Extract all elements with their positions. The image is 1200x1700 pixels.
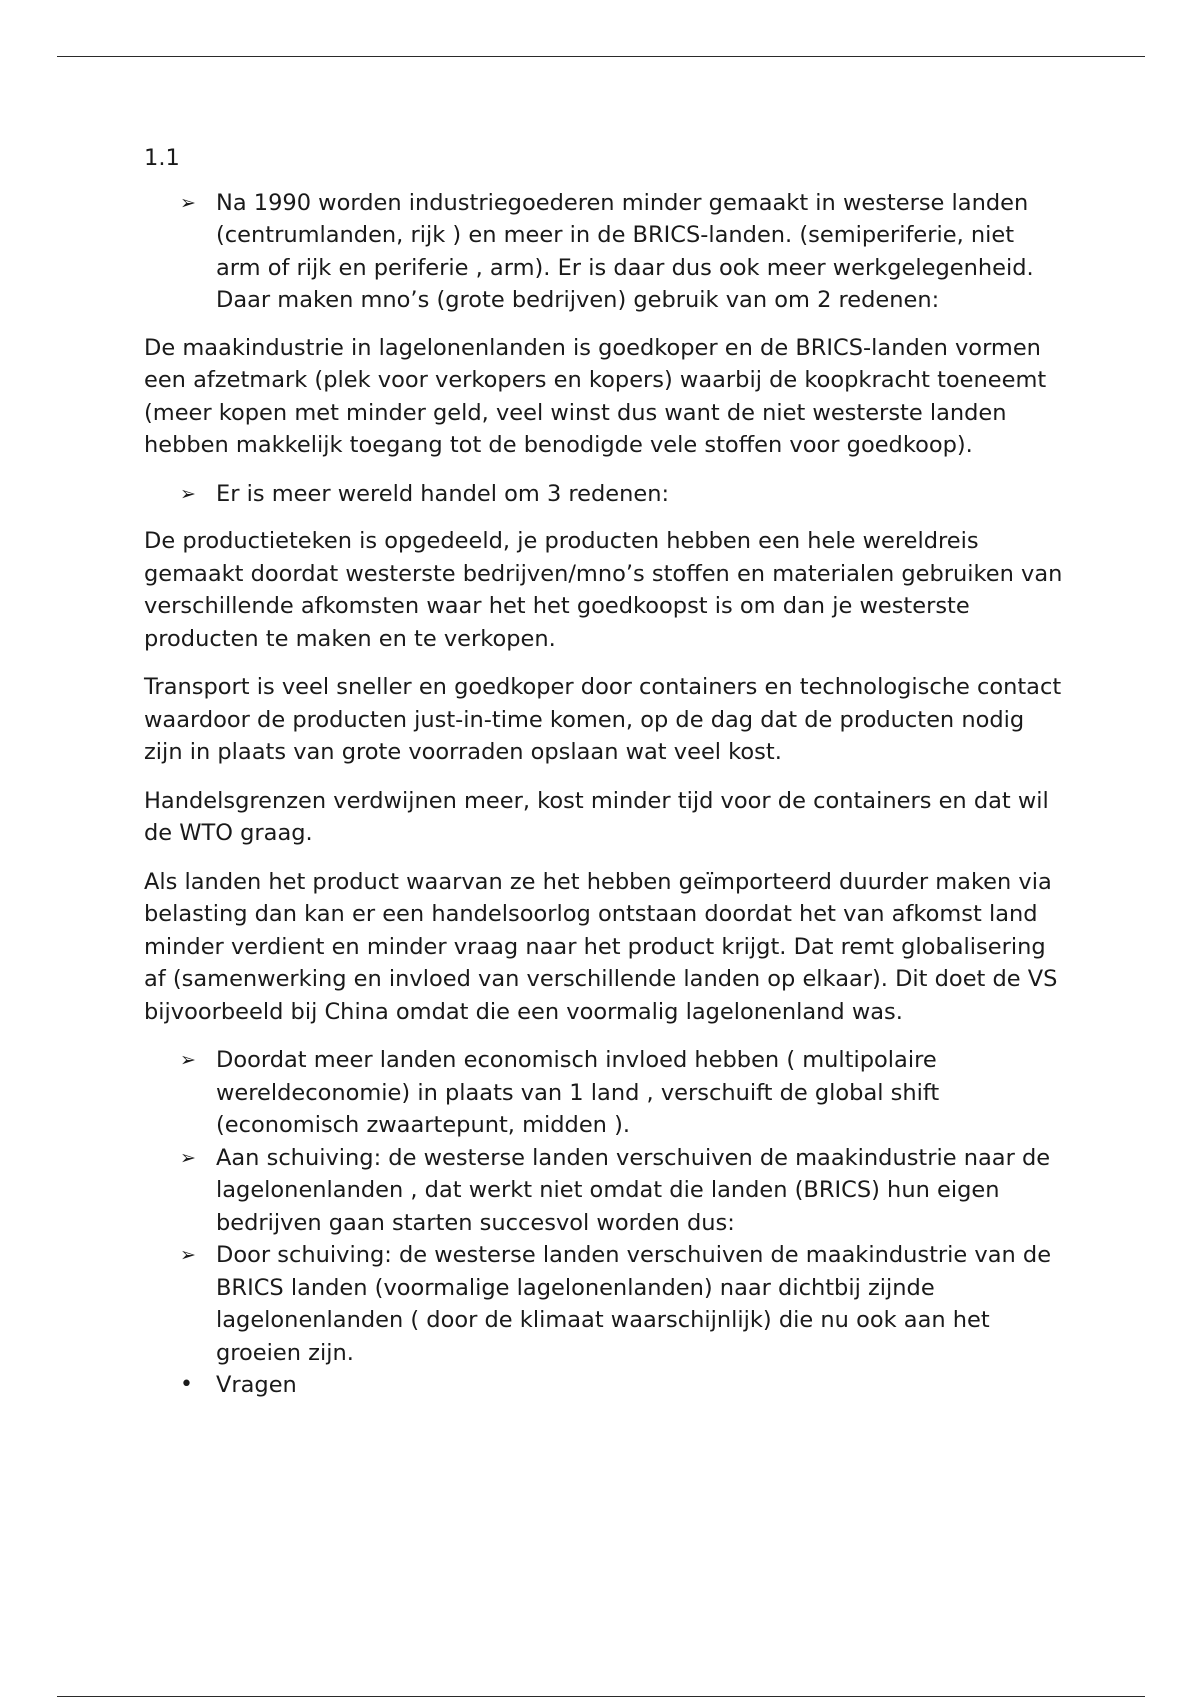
document-body bbox=[144, 142, 1064, 1417]
arrow-bullet-icon: ➢ bbox=[180, 191, 196, 214]
bullet-list-1 bbox=[144, 187, 1064, 317]
list-item bbox=[144, 1044, 1064, 1142]
paragraph: Als landen het product waarvan ze het hebben geïmporteerd duurder maken via belasting dan kan er een handelsoorlog ontstaan doordat het van afkomst land minder verdient en minder vraag naar het product krijgt. Dat remt globalisering af (samenwerking en invloed van verschillende landen op elkaar). Dit doet de VS bijvoorbeeld bij China omdat die een voormalig lagelonenland was. bbox=[144, 868, 1058, 1025]
paragraph: Handelsgrenzen verdwijnen meer, kost minder tijd voor de containers en dat wil de WTO graag. bbox=[144, 787, 1049, 846]
footer-rule bbox=[57, 1696, 1145, 1697]
header-rule bbox=[57, 56, 1145, 57]
list-item-text: Er is meer wereld handel om 3 redenen: bbox=[216, 480, 670, 507]
section-heading: 1.1 bbox=[144, 145, 180, 171]
bullet-list-3 bbox=[144, 1044, 1064, 1402]
arrow-bullet-icon: ➢ bbox=[180, 482, 196, 505]
list-item bbox=[144, 1239, 1064, 1369]
dot-bullet-icon: • bbox=[180, 1372, 193, 1397]
paragraph: Transport is veel sneller en goedkoper door containers en technologische contact waardoor de producten just-in-time komen, op de dag dat de producten nodig zijn in plaats van grote voorraden opslaan wat veel kost. bbox=[144, 674, 1062, 765]
paragraph: De maakindustrie in lagelonenlanden is goedkoper en de BRICS-landen vormen een afzetmark (plek voor verkopers en kopers) waarbij de koopkracht toeneemt (meer kopen met minder geld, veel winst dus want de niet westerste landen hebben makkelijk toegang tot de benodigde vele stoffen voor goedkoop). bbox=[144, 334, 1047, 458]
arrow-bullet-icon: ➢ bbox=[180, 1244, 196, 1266]
list-item-text: Doordat meer landen economisch invloed hebben ( multipolaire wereldeconomie) in plaats van 1 land , verschuift de global shift (economisch zwaartepunt, midden ). bbox=[216, 1047, 940, 1138]
list-item-text: Vragen bbox=[216, 1372, 297, 1398]
arrow-bullet-icon: ➢ bbox=[180, 1049, 196, 1071]
list-item bbox=[144, 478, 1064, 511]
list-item bbox=[144, 187, 1064, 317]
bullet-list-2 bbox=[144, 478, 1064, 511]
arrow-bullet-icon: ➢ bbox=[180, 1146, 196, 1169]
list-item-text: Na 1990 worden industriegoederen minder gemaakt in westerse landen (centrumlanden, rijk ) en meer in de BRICS-landen. (semiperiferie, niet arm of rijk en periferie , arm). Er is daar dus ook meer werkgelegenheid. Daar maken mno’s (grote bedrijven) gebruik van om 2 redenen: bbox=[216, 189, 1034, 313]
list-item-text: Aan schuiving: de westerse landen verschuiven de maakindustrie naar de lagelonenlanden , dat werkt niet omdat die landen (BRICS) hun eigen bedrijven gaan starten succesvol worden dus: bbox=[216, 1144, 1051, 1236]
list-item bbox=[144, 1369, 1064, 1402]
list-item bbox=[144, 1142, 1064, 1240]
paragraph: De productieteken is opgedeeld, je producten hebben een hele wereldreis gemaakt doordat westerste bedrijven/mno’s stoffen en materialen gebruiken van verschillende afkomsten waar het het goedkoopst is om dan je westerste producten te maken en te verkopen. bbox=[144, 528, 1063, 652]
list-item-text: Door schuiving: de westerse landen verschuiven de maakindustrie van de BRICS landen (voormalige lagelonenlanden) naar dichtbij zijnde lagelonenlanden ( door de klimaat waarschijnlijk) die nu ook aan het groeien zijn. bbox=[216, 1242, 1052, 1366]
